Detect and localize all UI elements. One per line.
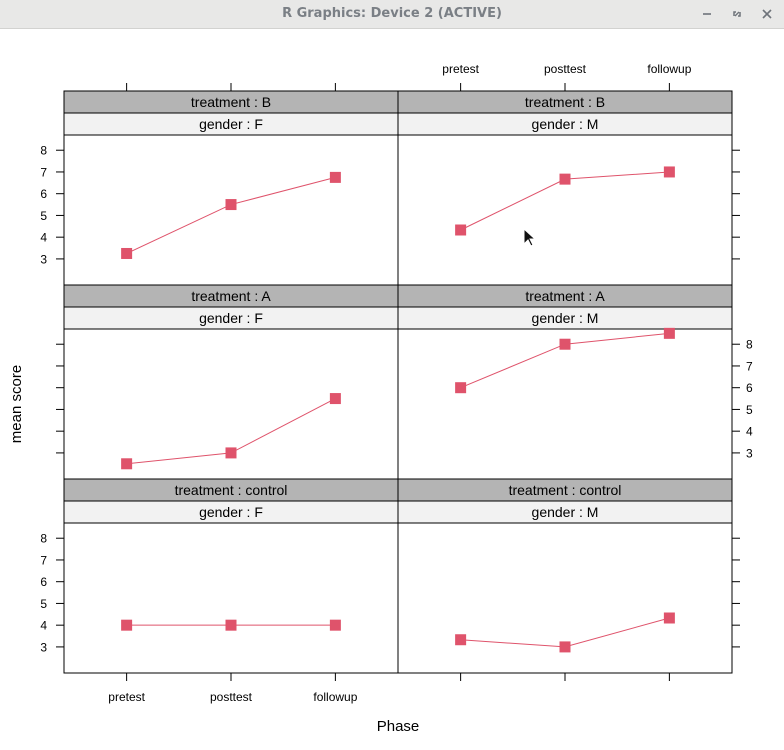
data-point	[455, 225, 466, 236]
x-tick-label: followup	[647, 62, 692, 76]
data-point	[455, 634, 466, 645]
strip-gender-label: gender : F	[199, 310, 263, 326]
x-tick-label: pretest	[108, 690, 145, 704]
x-tick-label: followup	[313, 690, 358, 704]
y-axis-title: mean score	[8, 364, 25, 444]
y-tick-label: 8	[40, 531, 47, 546]
y-tick-label: 3	[40, 252, 47, 267]
data-point	[226, 620, 237, 631]
y-tick-label: 3	[746, 446, 753, 461]
close-icon[interactable]	[757, 4, 777, 24]
data-point	[121, 458, 132, 469]
y-tick-label: 5	[40, 208, 47, 223]
y-tick-label: 4	[40, 230, 47, 245]
strip-gender-label: gender : F	[199, 116, 263, 132]
y-tick-label: 8	[40, 143, 47, 158]
y-tick-label: 8	[746, 337, 753, 352]
strip-treatment-label: treatment : B	[190, 94, 272, 110]
strip-gender-label: gender : M	[531, 310, 599, 326]
y-tick-label: 3	[40, 640, 47, 655]
strip-treatment-label: treatment : A	[191, 288, 271, 304]
data-point	[455, 382, 466, 393]
panel-frame	[398, 329, 732, 479]
lattice-chart	[0, 28, 784, 750]
y-tick-label: 4	[40, 618, 47, 633]
data-point	[560, 174, 571, 185]
y-tick-label: 4	[746, 424, 753, 439]
data-point	[560, 641, 571, 652]
window-title: R Graphics: Device 2 (ACTIVE)	[282, 6, 502, 21]
restore-icon[interactable]	[727, 4, 747, 24]
strip-treatment-label: treatment : A	[525, 288, 605, 304]
strip-treatment-label: treatment : control	[174, 482, 288, 498]
x-tick-label: posttest	[543, 62, 587, 76]
data-point	[121, 620, 132, 631]
window-titlebar	[0, 0, 784, 29]
y-tick-label: 7	[40, 553, 47, 568]
y-tick-label: 6	[40, 187, 47, 202]
panel-frame	[398, 135, 732, 285]
y-tick-label: 5	[746, 402, 753, 417]
data-point	[226, 199, 237, 210]
x-tick-label: posttest	[209, 690, 253, 704]
strip-treatment-label: treatment : control	[508, 482, 622, 498]
data-point	[330, 393, 341, 404]
strip-gender-label: gender : F	[199, 504, 263, 520]
mouse-cursor-icon	[523, 228, 537, 248]
data-point	[664, 613, 675, 624]
strip-gender-label: gender : M	[531, 116, 599, 132]
data-point	[226, 447, 237, 458]
y-tick-label: 7	[746, 359, 753, 374]
data-point	[664, 328, 675, 339]
y-tick-label: 6	[40, 575, 47, 590]
minimize-icon[interactable]	[697, 4, 717, 24]
data-point	[330, 620, 341, 631]
data-point	[664, 166, 675, 177]
panel-frame	[64, 523, 398, 673]
y-tick-label: 7	[40, 165, 47, 180]
strip-gender-label: gender : M	[531, 504, 599, 520]
series-line	[127, 177, 336, 253]
x-tick-label: pretest	[442, 62, 479, 76]
x-axis-title: Phase	[376, 718, 420, 735]
data-point	[330, 172, 341, 183]
strip-treatment-label: treatment : B	[524, 94, 606, 110]
data-point	[560, 339, 571, 350]
y-tick-label: 5	[40, 596, 47, 611]
data-point	[121, 248, 132, 259]
y-tick-label: 6	[746, 381, 753, 396]
